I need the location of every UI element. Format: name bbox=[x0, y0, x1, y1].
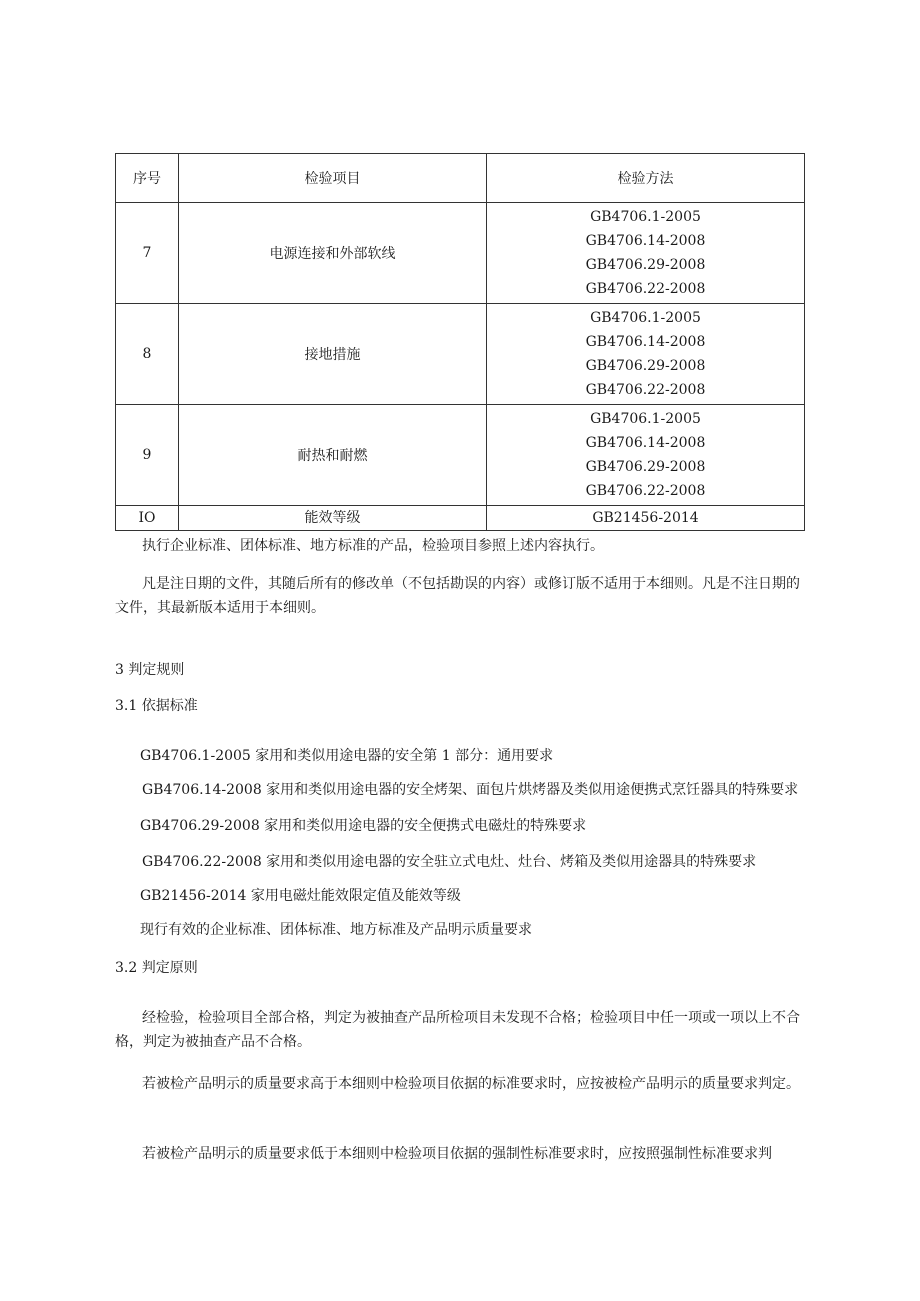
method-line: GB4706.22-2008 bbox=[585, 483, 706, 499]
method-line: GB4706.29-2008 bbox=[585, 358, 706, 374]
note-paragraph-1: 执行企业标准、团体标准、地方标准的产品，检验项目参照上述内容执行。 bbox=[142, 538, 604, 554]
table-row bbox=[116, 405, 805, 506]
row-item: 接地措施 bbox=[179, 304, 487, 405]
principle-paragraph: 若被检产品明示的质量要求低于本细则中检验项目依据的强制性标准要求时，应按照强制性标准要求判 bbox=[142, 1146, 772, 1162]
method-line: GB4706.14-2008 bbox=[585, 233, 706, 249]
row-methods bbox=[487, 203, 805, 304]
standard-item: GB4706.1-2005 家用和类似用途电器的安全第 1 部分：通用要求 bbox=[140, 748, 554, 764]
section-3-1-title: 3.1 依据标准 bbox=[115, 698, 198, 714]
header-no: 序号 bbox=[116, 154, 179, 203]
method-line: GB4706.29-2008 bbox=[585, 459, 706, 475]
row-no: 8 bbox=[116, 304, 179, 405]
note-paragraph-2: 凡是注日期的文件，其随后所有的修改单（不包括勘误的内容）或修订版不适用于本细则。凡是不注日期的文件，其最新版本适用于本细则。 bbox=[115, 576, 800, 616]
standard-item: GB21456-2014 家用电磁灶能效限定值及能效等级 bbox=[140, 888, 461, 904]
method-line: GB4706.1-2005 bbox=[590, 209, 701, 225]
row-item: 能效等级 bbox=[179, 506, 487, 531]
row-no: IO bbox=[116, 506, 179, 531]
header-item: 检验项目 bbox=[179, 154, 487, 203]
method-line: GB4706.22-2008 bbox=[585, 281, 706, 297]
inspection-table bbox=[115, 153, 805, 531]
method-line: GB4706.22-2008 bbox=[585, 382, 706, 398]
method-line: GB4706.29-2008 bbox=[585, 257, 706, 273]
table-row bbox=[116, 203, 805, 304]
standard-item: GB4706.14-2008 家用和类似用途电器的安全烤架、面包片烘烤器及类似用途便携式烹饪器具的特殊要求 bbox=[142, 782, 799, 798]
inspection-table-wrapper bbox=[115, 153, 804, 531]
standard-item: 现行有效的企业标准、团体标准、地方标准及产品明示质量要求 bbox=[140, 922, 532, 938]
method-line: GB4706.1-2005 bbox=[590, 411, 701, 427]
section-3-2-title: 3.2 判定原则 bbox=[115, 960, 198, 976]
row-item: 耐热和耐燃 bbox=[179, 405, 487, 506]
method-line: GB4706.1-2005 bbox=[590, 310, 701, 326]
row-no: 9 bbox=[116, 405, 179, 506]
row-methods: GB21456-2014 bbox=[487, 506, 805, 531]
row-methods bbox=[487, 405, 805, 506]
table-row bbox=[116, 506, 805, 531]
principle-paragraph: 经检验，检验项目全部合格，判定为被抽查产品所检项目未发现不合格；检验项目中任一项或一项以上不合格，判定为被抽查产品不合格。 bbox=[115, 1010, 800, 1050]
standard-item: GB4706.22-2008 家用和类似用途电器的安全驻立式电灶、灶台、烤箱及类似用途器具的特殊要求 bbox=[142, 854, 757, 870]
section-3-title: 3 判定规则 bbox=[115, 662, 185, 678]
row-item: 电源连接和外部软线 bbox=[179, 203, 487, 304]
principle-paragraph: 若被检产品明示的质量要求高于本细则中检验项目依据的标准要求时，应按被检产品明示的质量要求判定。 bbox=[142, 1076, 800, 1092]
row-methods bbox=[487, 304, 805, 405]
standard-item: GB4706.29-2008 家用和类似用途电器的安全便携式电磁灶的特殊要求 bbox=[140, 818, 587, 834]
header-method: 检验方法 bbox=[487, 154, 805, 203]
method-line: GB4706.14-2008 bbox=[585, 435, 706, 451]
table-row bbox=[116, 304, 805, 405]
method-line: GB4706.14-2008 bbox=[585, 334, 706, 350]
table-header-row bbox=[116, 154, 805, 203]
row-no: 7 bbox=[116, 203, 179, 304]
